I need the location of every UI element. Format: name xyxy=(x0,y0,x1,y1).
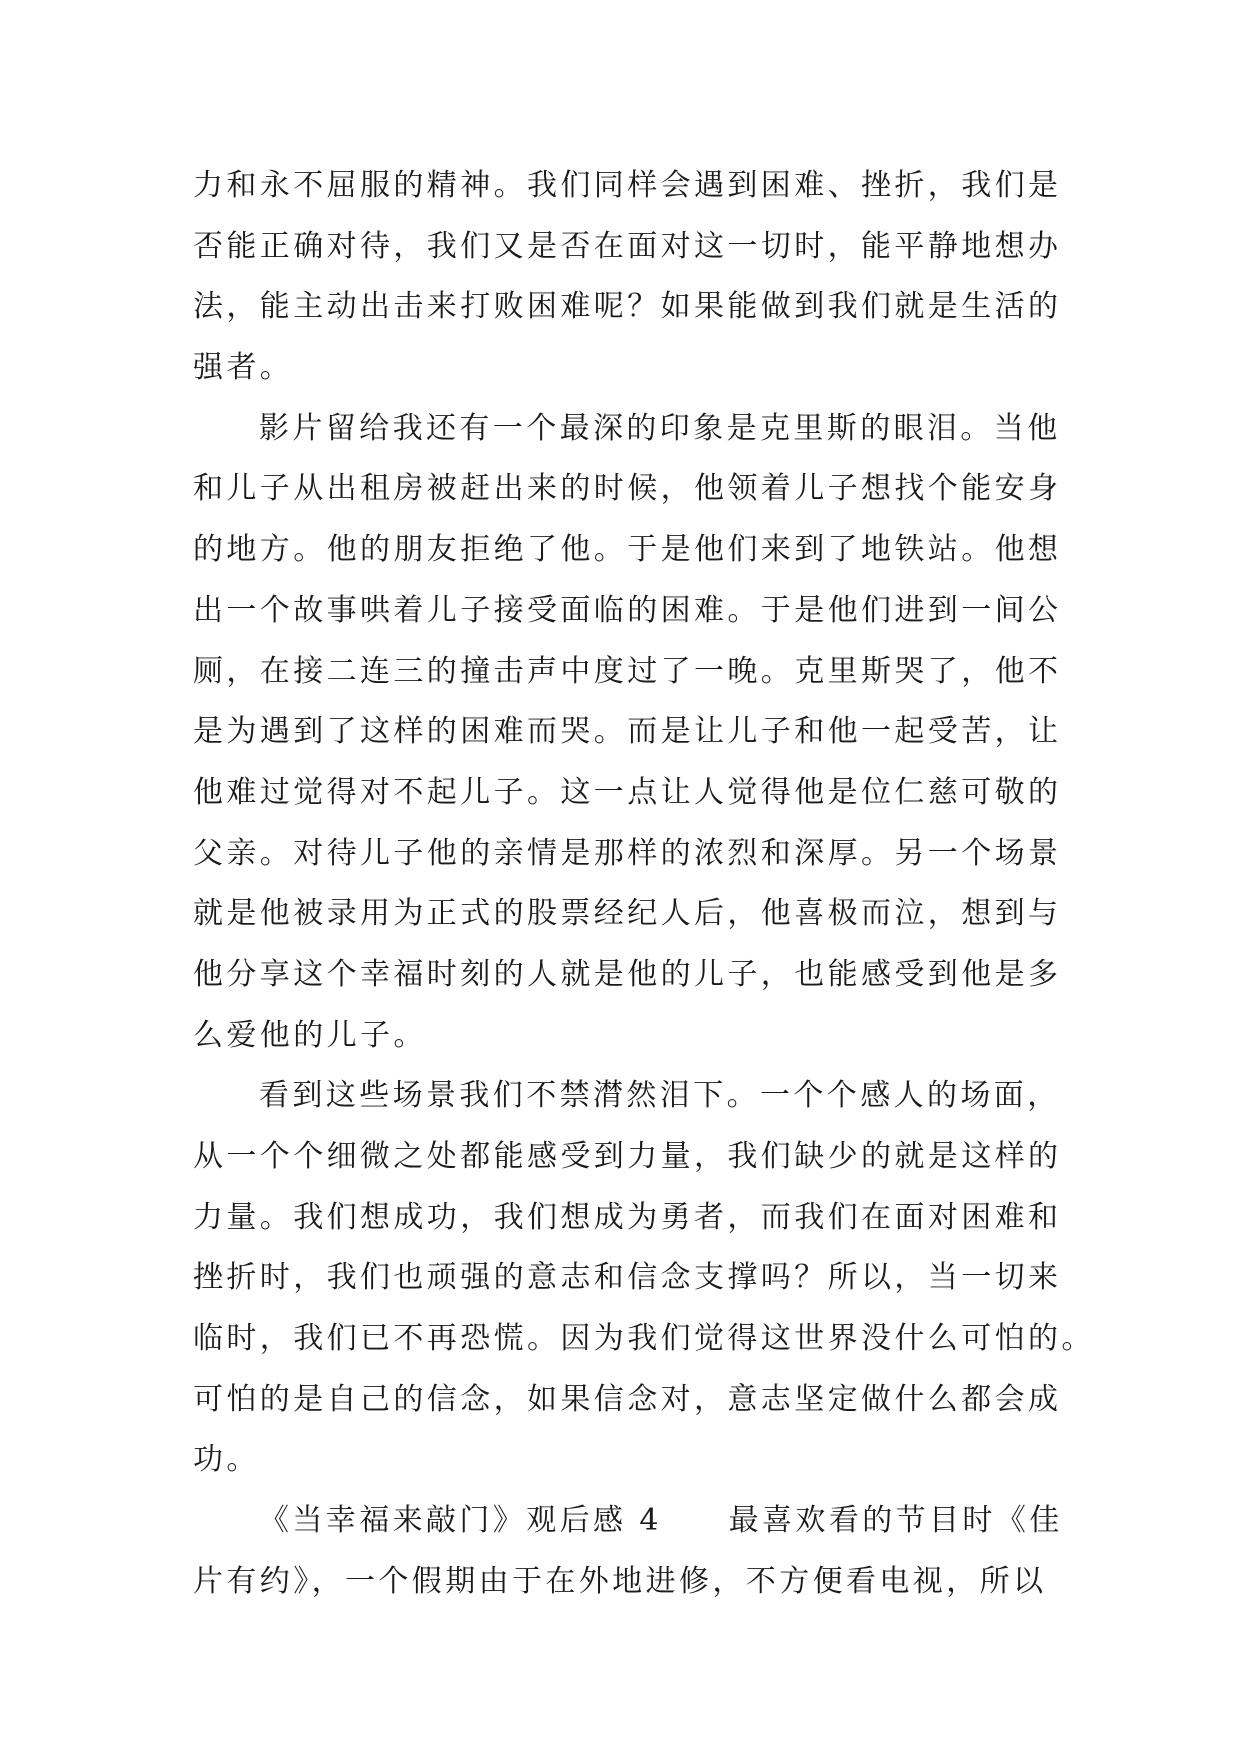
text-line: 从一个个细微之处都能感受到力量，我们缺少的就是这样的 xyxy=(193,1139,1062,1174)
text-line: 《当幸福来敲门》观后感 4 最喜欢看的节目时《佳 xyxy=(259,1503,1063,1539)
text-line: 影片留给我还有一个最深的印象是克里斯的眼泪。当他 xyxy=(259,410,1061,446)
text-line: 他难过觉得对不起儿子。这一点让人觉得他是位仁慈可敬的 xyxy=(193,774,1062,810)
text-line: 他分享这个幸福时刻的人就是他的儿子，也能感受到他是多 xyxy=(193,956,1062,992)
text-line: 和儿子从出租房被赶出来的时候，他领着儿子想找个能安身 xyxy=(193,471,1062,507)
text-line: 的地方。他的朋友拒绝了他。于是他们来到了地铁站。他想 xyxy=(193,532,1062,568)
text-line: 厕，在接二连三的撞击声中度过了一晚。克里斯哭了，他不 xyxy=(193,653,1062,689)
text-line: 挫折时，我们也顽强的意志和信念支撑吗？所以，当一切来 xyxy=(193,1260,1062,1296)
text-line: 片有约》，一个假期由于在外地进修，不方便看电视，所以 xyxy=(193,1563,1047,1599)
text-line: 否能正确对待，我们又是否在面对这一切时，能平静地想办 xyxy=(193,228,1062,264)
text-line: 强者。 xyxy=(193,350,294,386)
text-line: 么爱他的儿子。 xyxy=(193,1017,427,1053)
body-text xyxy=(193,156,1095,1613)
text-line: 功。 xyxy=(193,1442,260,1478)
text-line: 就是他被录用为正式的股票经纪人后，他喜极而泣，想到与 xyxy=(193,896,1062,932)
text-line: 力和永不屈服的精神。我们同样会遇到困难、挫折，我们是 xyxy=(193,168,1062,203)
text-line: 父亲。对待儿子他的亲情是那样的浓烈和深厚。另一个场景 xyxy=(193,835,1062,871)
text-line: 力量。我们想成功，我们想成为勇者，而我们在面对困难和 xyxy=(193,1199,1062,1235)
text-line: 是为遇到了这样的困难而哭。而是让儿子和他一起受苦，让 xyxy=(193,714,1062,750)
text-line: 法，能主动出击来打败困难呢？如果能做到我们就是生活的 xyxy=(193,289,1062,325)
text-line: 看到这些场景我们不禁潸然泪下。一个个感人的场面， xyxy=(259,1078,1061,1114)
text-line: 临时，我们已不再恐慌。因为我们觉得这世界没什么可怕的。 xyxy=(193,1321,1095,1357)
text-line: 可怕的是自己的信念，如果信念对，意志坚定做什么都会成 xyxy=(193,1381,1062,1417)
text-line: 出一个故事哄着儿子接受面临的困难。于是他们进到一间公 xyxy=(193,592,1062,628)
